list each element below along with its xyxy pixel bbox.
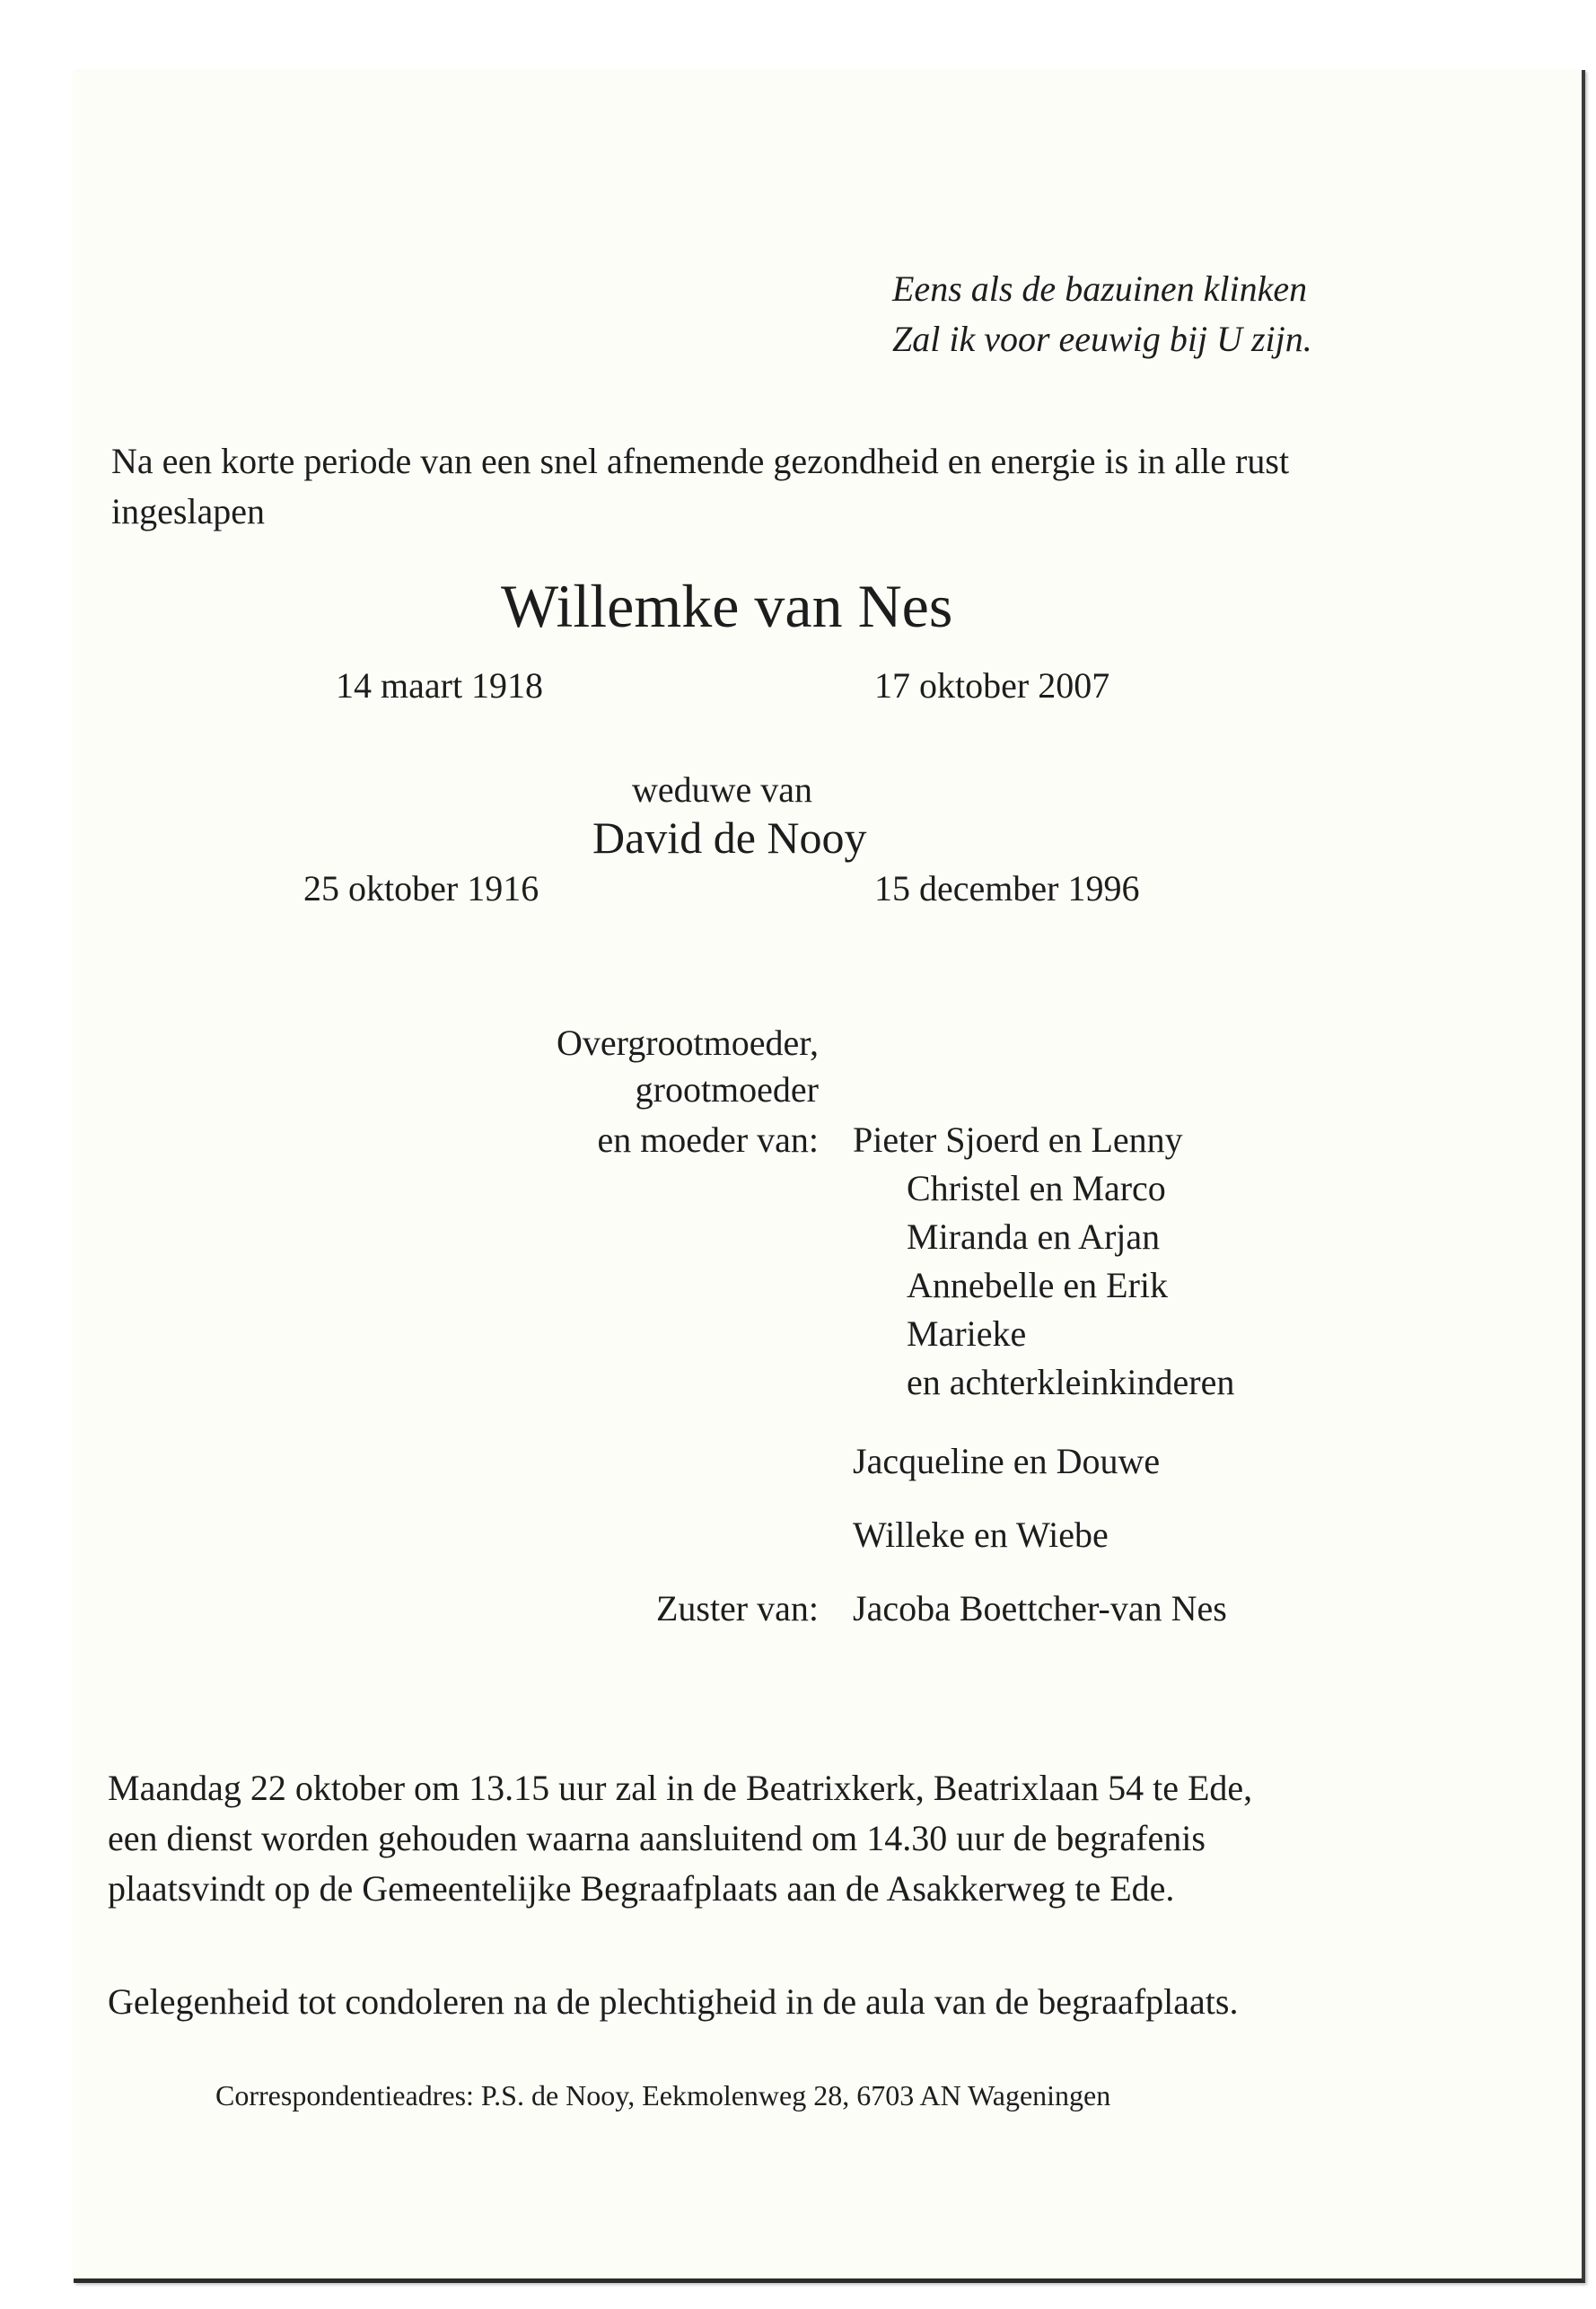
service-line-1: Maandag 22 oktober om 13.15 uur zal in de Beatrixkerk, Beatrixlaan 54 te Ede, — [108, 1768, 1253, 1808]
child-name: Jacqueline en Douwe — [853, 1441, 1161, 1481]
spouse-name: David de Nooy — [592, 812, 867, 863]
relation-label-grandmother: grootmoeder — [635, 1069, 819, 1110]
intro-text: Na een korte periode van een snel afnemende gezondheid en energie is in alle rust ingeslapen — [111, 441, 1290, 531]
child-name: Pieter Sjoerd en Lenny — [853, 1119, 1183, 1160]
condolence-text: Gelegenheid tot condoleren na de plechtigheid in de aula van de begraafplaats. — [108, 1981, 1239, 2022]
poem-line-2: Zal ik voor eeuwig bij U zijn. — [892, 319, 1312, 359]
widow-of-label: weduwe van — [632, 769, 813, 810]
relation-label-mother: en moeder van: — [597, 1119, 819, 1160]
mourning-card — [74, 70, 1585, 2283]
grandchild-name: Christel en Marco — [907, 1168, 1166, 1208]
sister-name: Jacoba Boettcher-van Nes — [853, 1588, 1227, 1629]
grandchild-name: Annebelle en Erik — [907, 1265, 1168, 1305]
grandchild-name: Marieke — [907, 1313, 1027, 1354]
service-details — [108, 1763, 1418, 1914]
great-grandchildren-note: en achterkleinkinderen — [907, 1362, 1235, 1402]
grandchild-name: Miranda en Arjan — [907, 1216, 1161, 1257]
poem-line-1: Eens als de bazuinen klinken — [892, 268, 1308, 309]
service-line-2: een dienst worden gehouden waarna aansluitend om 14.30 uur de begrafenis — [108, 1818, 1206, 1858]
spouse-birth-date: 25 oktober 1916 — [303, 868, 539, 909]
deceased-birth-date: 14 maart 1918 — [336, 665, 544, 706]
deceased-death-date: 17 oktober 2007 — [874, 665, 1110, 706]
relation-label-great-grandmother: Overgrootmoeder, — [556, 1023, 819, 1063]
deceased-name: Willemke van Nes — [501, 572, 953, 640]
sister-label: Zuster van: — [655, 1588, 819, 1629]
correspondence-address: Correspondentieadres: P.S. de Nooy, Eekmolenweg 28, 6703 AN Wageningen — [215, 2079, 1111, 2111]
spouse-death-date: 15 december 1996 — [874, 868, 1140, 909]
child-name: Willeke en Wiebe — [853, 1514, 1109, 1555]
service-line-3: plaatsvindt op de Gemeentelijke Begraafplaats aan de Asakkerweg te Ede. — [108, 1868, 1175, 1909]
poem — [892, 264, 1312, 364]
